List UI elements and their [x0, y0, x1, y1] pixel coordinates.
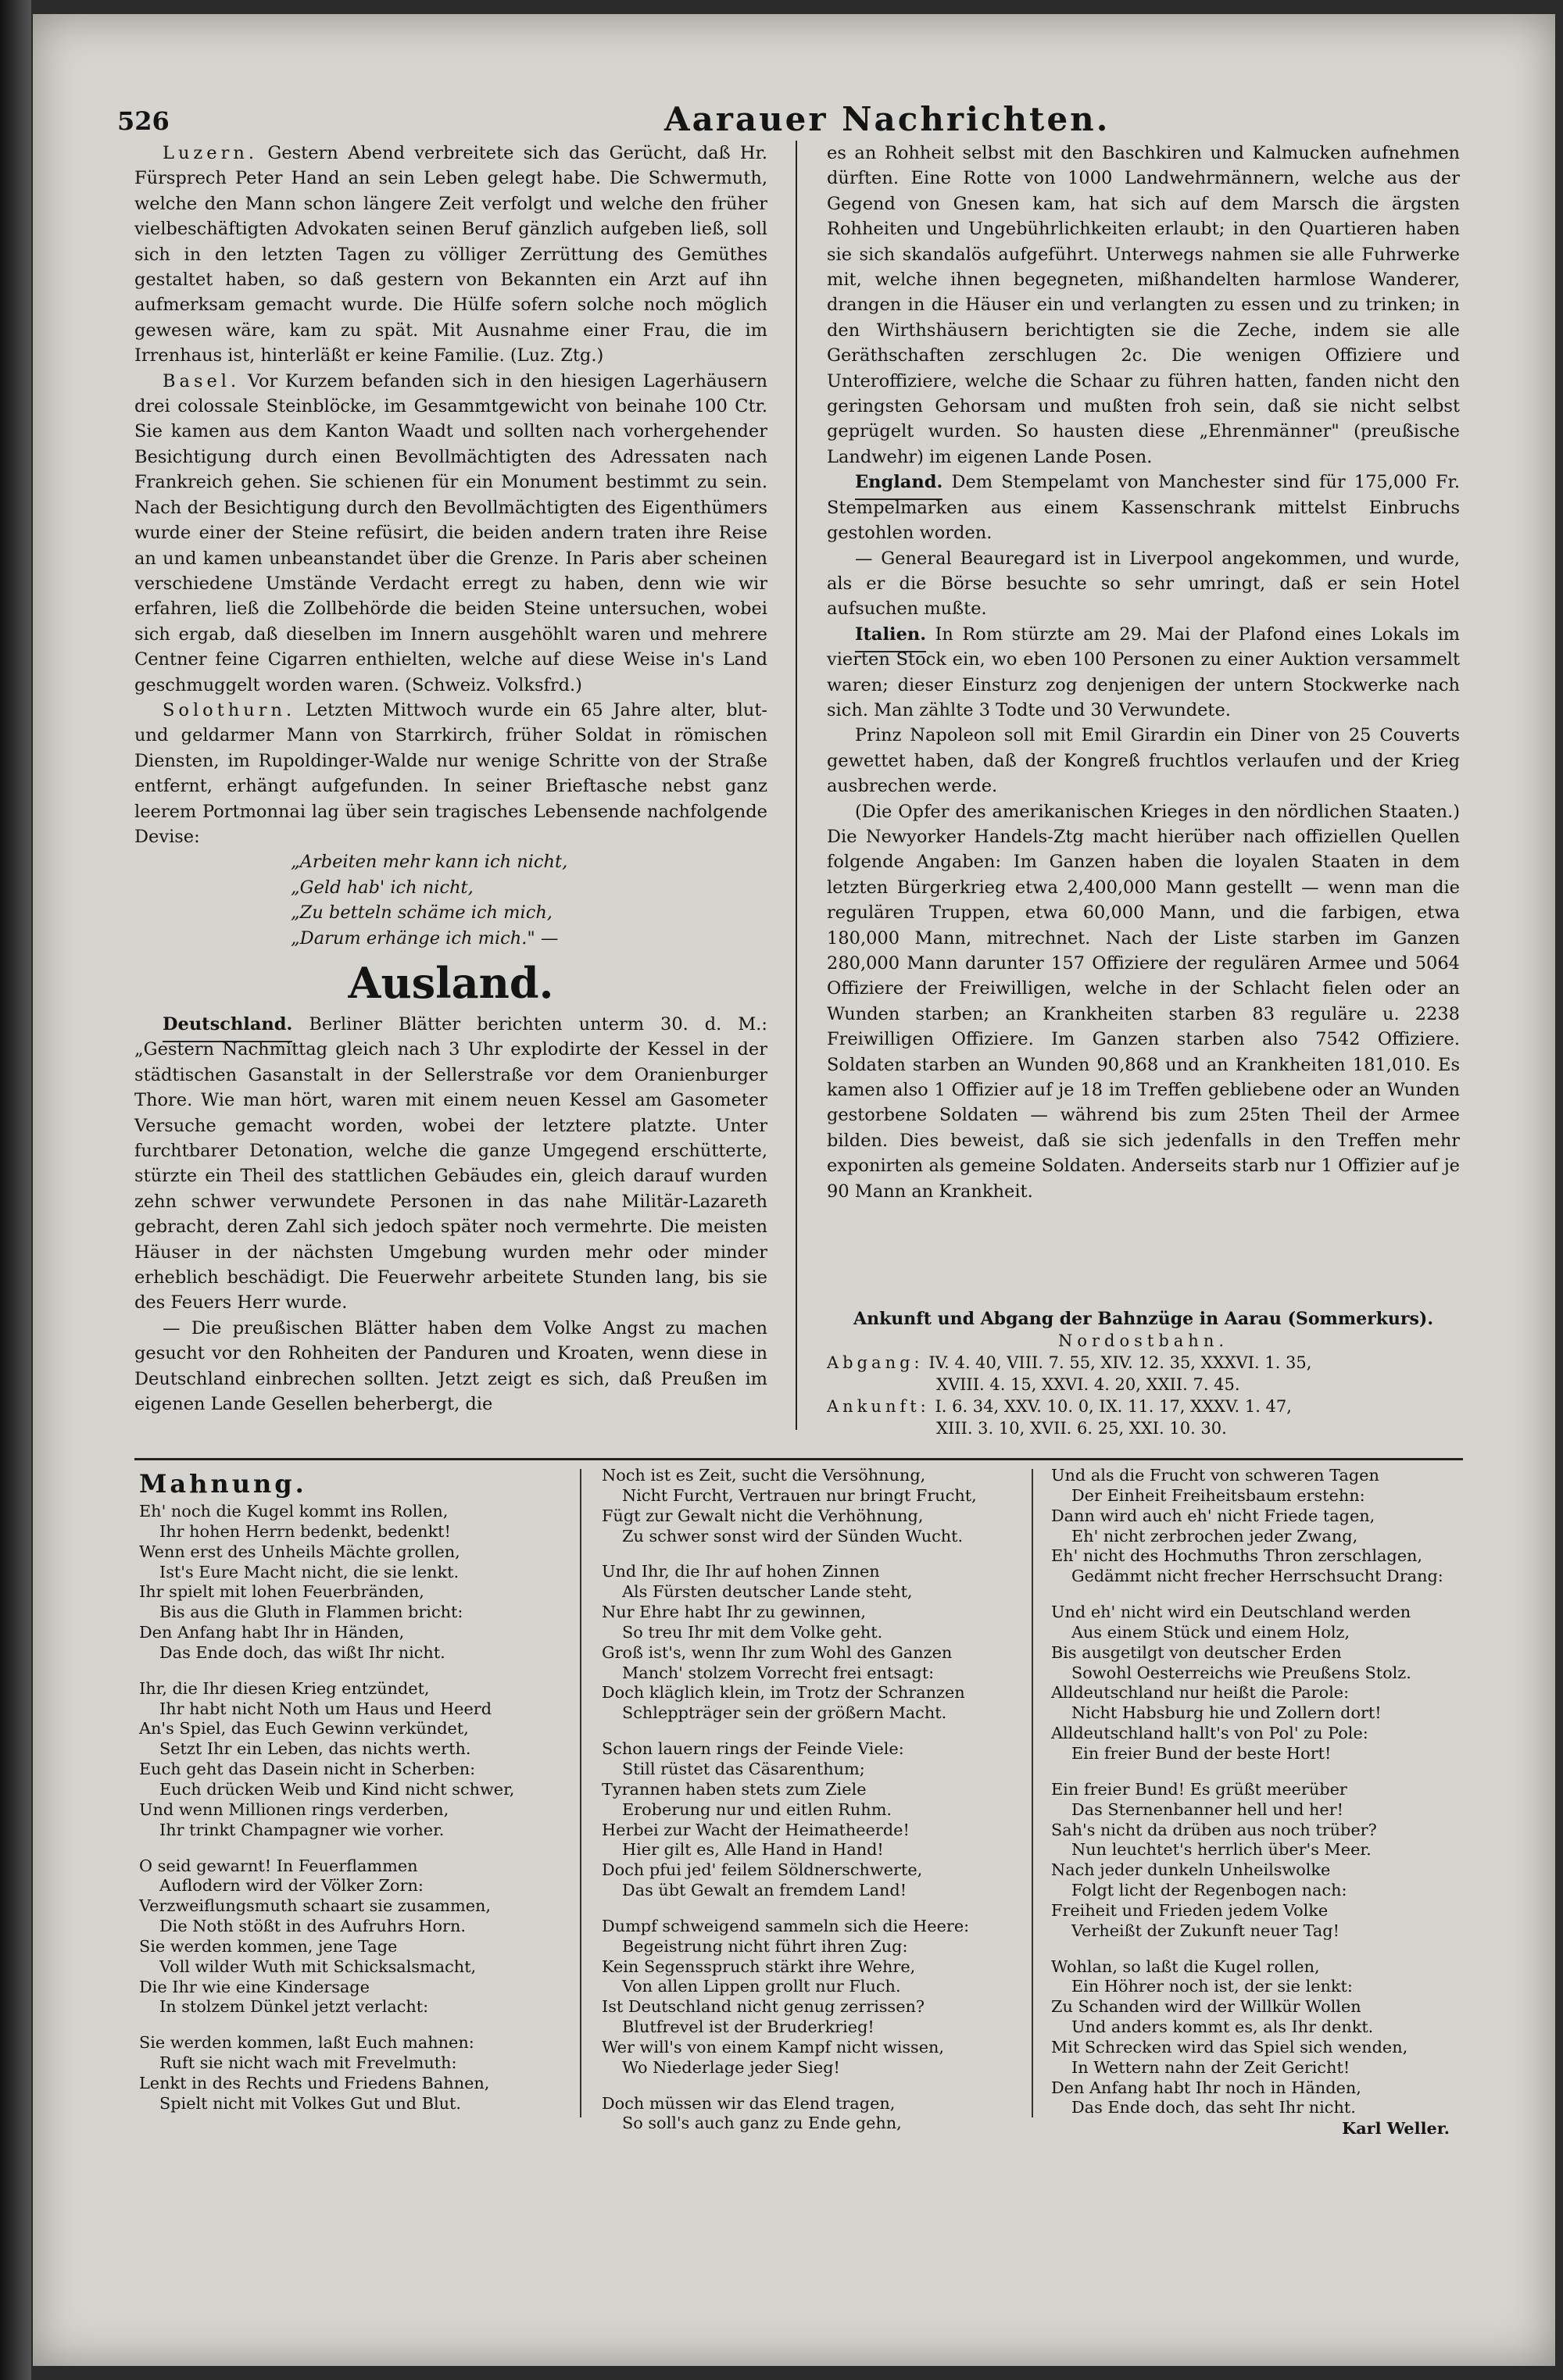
place-basel: Basel. [163, 370, 241, 391]
poem-line: Nur Ehre habt Ihr zu gewinnen, [602, 1603, 866, 1622]
stanza-gap [139, 2017, 561, 2033]
poem-line: Der Einheit Freiheitsbaum erstehn: [1071, 1485, 1365, 1505]
left-column [134, 141, 767, 1417]
rubric-england: England. [855, 472, 942, 500]
poem-line: Dumpf schweigend sammeln sich die Heere: [602, 1916, 970, 1935]
poem-line: Lenkt in des Rechts und Friedens Bahnen, [139, 2073, 490, 2092]
devise-quote [134, 849, 767, 951]
stanza-gap [602, 1901, 1039, 1917]
poem-line: Doch pfui jed' feilem Söldnerschwerte, [602, 1860, 923, 1880]
italien-text: In Rom stürzte am 29. Mai der Plafond eines Lokals im vierten Stock ein, wo eben 100 Personen zu einer Auktion versammelt waren; dieser Einsturz zog denjenigen der untern Stockwerke nach sich. Man zählte 3 Todte und 30 Verwundete. [827, 624, 1460, 720]
column-divider [796, 141, 797, 1430]
poem-line: Doch kläglich klein, im Trotz der Schranzen [602, 1683, 965, 1703]
poem-line: Blutfrevel ist der Bruderkrieg! [622, 2017, 874, 2037]
luzern-source: (Luz. Ztg.) [510, 345, 604, 366]
poem-line: Die Ihr wie eine Kindersage [139, 1977, 370, 1996]
poem-line: Euch geht das Dasein nicht in Scherben: [139, 1760, 476, 1779]
poem-line: Zu schwer sonst wird der Sünden Wucht. [622, 1526, 964, 1546]
poem-line: Gedämmt nicht frecher Herrschsucht Drang: [1071, 1567, 1443, 1586]
poem-line: Und Ihr, die Ihr auf hohen Zinnen [602, 1562, 880, 1581]
masthead: Aarauer Nachrichten. [664, 100, 1111, 138]
poem-line: Das übt Gewalt an fremdem Land! [622, 1881, 907, 1900]
article-italien [827, 622, 1460, 724]
poem-line: Nicht Furcht, Vertrauen nur bringt Frucht, [622, 1485, 977, 1505]
article-solothurn [134, 698, 767, 849]
poem-line: Setzt Ihr ein Leben, das nichts werth. [159, 1739, 471, 1759]
rubric-deutschland: Deutschland. [163, 1014, 292, 1042]
poem-line: Freiheit und Frieden jedem Volke [1051, 1900, 1329, 1920]
england-text: Dem Stempelamt von Manchester sind für 175,000 Fr. Stempelmarken aus einem Kassenschrank mittelst Einbruchs gestohlen worden. [827, 472, 1460, 544]
poem-line: Ein freier Bund! Es grüßt meerüber [1051, 1779, 1347, 1799]
poem-line: Schleppträger sein der größern Macht. [622, 1703, 947, 1723]
train-schedule-subtitle: Nordostbahn. [1057, 1331, 1229, 1350]
poem-column-2 [602, 1466, 1039, 2134]
poem-line: Tyrannen haben stets zum Ziele [602, 1779, 867, 1799]
place-luzern: Luzern. [163, 143, 259, 163]
poem-line: Eroberung nur und eitlen Ruhm. [622, 1799, 892, 1819]
poem-line: Wer will's von einem Kampf nicht wissen, [602, 2037, 945, 2057]
poem-line: Ist's Eure Macht nicht, die sie lenkt. [159, 1562, 460, 1581]
article-opfer: (Die Opfer des amerikanischen Krieges in den nördlichen Staaten.) Die Newyorker Handels-Ztg macht hierüber nach offiziellen Quellen folgende Angaben: Im Ganzen haben die loyalen Staaten in dem letzten Bürgerkrieg etwa 2,400,000 Mann gestellt — wenn man die regulären Truppen, etwa 60,000 Mann, und die farbigen, etwa 180,000 Mann, mitrechnet. Nach der Liste starben im Ganzen 280,000 Mann darunter 157 Offiziere der regulären Armee und 5064 Offiziere der Freiwilligen, welche in der Schlacht fielen oder an Wunden starben; an Krankheiten starben 83 reguläre u. 2238 Freiwilligen Offiziere. Im Ganzen starben also 7542 Offiziere. Soldaten starben an Wunden 90,868 und an Krankheiten 181,010. Es kamen also 1 Offizier auf je 18 im Treffen gebliebene oder an Wunden gestorbene Soldaten — während bis zum 25ten Theil der Armee bilden. Dies beweist, daß sie sich jedenfalls in den Treffen mehr exponirten als gemeine Soldaten. Anderseits starb nur 1 Offizier auf je 90 Mann an Krankheit. [827, 801, 1460, 1202]
poem-line: Doch müssen wir das Elend tragen, [602, 2093, 896, 2113]
place-solothurn: Solothurn. [163, 699, 296, 720]
poem-line: Das Sternenbanner hell und her! [1071, 1799, 1343, 1819]
poem-line: Eh' noch die Kugel kommt ins Rollen, [139, 1502, 449, 1521]
poem-column-1 [139, 1502, 561, 2114]
poem-line: Und anders kommt es, als Ihr denkt. [1071, 2017, 1374, 2037]
article-luzern [134, 141, 767, 369]
poem-line: Groß ist's, wenn Ihr zum Wohl des Ganzen [602, 1642, 953, 1662]
stanza-gap [1051, 1764, 1473, 1780]
train-schedule-title: Ankunft und Abgang der Bahnzüge in Aarau (Sommerkurs). [853, 1309, 1433, 1329]
section-title-ausland: Ausland. [348, 958, 554, 1008]
poem-line: Bis aus die Gluth in Flammen bricht: [159, 1603, 463, 1622]
poem-line: Nach jeder dunkeln Unheilswolke [1051, 1860, 1331, 1880]
deutschland-text: Berliner Blätter berichten unterm 30. d. M.: „Gestern Nachmittag gleich nach 3 Uhr explodirte der Kessel in der städtischen Gasanstalt in der Sellerstraße vor dem Oranienburger Thore. Wie man hört, waren mit einem neuen Kessel am Gasometer Versuche gemacht worden, wobei der letztere platzte. Unter furchtbarer Detonation, welche die ganze Umgegend erschütterte, stürzte ein Theil des stattlichen Gebäudes ein, gleich darauf wurden zehn schwer verwundete Personen in das nahe Militär-Lazareth gebracht, deren Zahl sich jedoch später noch vermehrte. Die meisten Häuser in der nächsten Umgebung wurden mehr oder minder erheblich beschädigt. Die Feuerwehr arbeitete Stunden lang, bis sie des Feuers Herr wurde. [134, 1014, 768, 1313]
stanza-gap [1051, 1587, 1473, 1603]
poem-line: Alldeutschland hallt's von Pol' zu Pole: [1051, 1724, 1368, 1743]
basel-source: (Schweiz. Volksfrd.) [405, 674, 582, 695]
article-deutschland-2: — Die preußischen Blätter haben dem Volke Angst zu machen gesucht vor den Rohheiten der Panduren und Kroaten, wenn diese in Deutschland einbrechen sollten. Jetzt zeigt es sich, daß Preußen im eigenen Lande Gesellen beherbergt, die [134, 1317, 767, 1415]
poem-line: Ihr, die Ihr diesen Krieg entzündet, [139, 1678, 430, 1698]
poem-line: Den Anfang habt Ihr noch in Händen, [1051, 2078, 1361, 2097]
poem-line: Hier gilt es, Alle Hand in Hand! [622, 1840, 884, 1860]
poem-line: Ruft sie nicht wach mit Frevelmuth: [159, 2053, 457, 2073]
poem-line: Voll wilder Wuth mit Schicksalsmacht, [159, 1957, 477, 1976]
right-column [827, 141, 1460, 1204]
page-header [117, 100, 1461, 147]
poem-line: Mit Schrecken wird das Spiel sich wenden, [1051, 2037, 1408, 2057]
poem-line: Ein freier Bund der beste Hort! [1071, 1743, 1332, 1763]
article-basel [134, 369, 767, 698]
poem-line: Ihr trinkt Champagner wie vorher. [159, 1820, 445, 1839]
poem-line: Die Noth stößt in des Aufruhrs Horn. [159, 1917, 466, 1936]
poem-line: Ihr spielt mit lohen Feuerbränden, [139, 1582, 424, 1602]
poem-line: Wo Niederlage jeder Sieg! [622, 2057, 840, 2077]
abgang-row [827, 1352, 1460, 1374]
ankunft-line-2: XIII. 3. 10, XVII. 6. 25, XXI. 10. 30. [936, 1419, 1227, 1438]
poem-line: Den Anfang habt Ihr in Händen, [139, 1623, 405, 1642]
poem-line: Spielt nicht mit Volkes Gut und Blut. [159, 2093, 461, 2113]
poem-line: Und eh' nicht wird ein Deutschland werden [1051, 1603, 1411, 1622]
poem-line: Alldeutschland nur heißt die Parole: [1051, 1683, 1350, 1703]
quote-line: „Arbeiten mehr kann ich nicht, [291, 852, 568, 873]
ankunft-line: I. 6. 34, XXV. 10. 0, IX. 11. 17, XXXV. 1. 47, [935, 1397, 1292, 1416]
train-schedule [827, 1308, 1460, 1439]
feuilleton-divider [134, 1458, 1463, 1460]
poem-line: In Wettern nahn der Zeit Gericht! [1071, 2057, 1350, 2077]
poem-line: Ist Deutschland nicht genug zerrissen? [602, 1997, 925, 2017]
poem-line: Herbei zur Wacht der Heimatheerde! [602, 1820, 910, 1839]
italien-text-2: Prinz Napoleon soll mit Emil Girardin ein Diner von 25 Couverts gewettet haben, daß der Kongreß fruchtlos verlaufen und der Krieg ausbrechen werde. [827, 725, 1460, 797]
poem-line: Das Ende doch, das seht Ihr nicht. [1071, 2098, 1356, 2117]
poem-line: Ihr habt nicht Noth um Haus und Heerd [159, 1699, 492, 1718]
stanza-gap [1051, 1942, 1473, 1957]
poem-line: Verheißt der Zukunft neuer Tag! [1071, 1921, 1339, 1940]
poem-title: Mahnung. [139, 1469, 307, 1499]
poem-line: Eh' nicht zerbrochen jeder Zwang, [1071, 1526, 1358, 1546]
poem-line: Ihr hohen Herrn bedenkt, bedenkt! [159, 1521, 451, 1541]
rubric-italien: Italien. [855, 624, 926, 652]
poem-line: Euch drücken Weib und Kind nicht schwer, [159, 1779, 515, 1799]
poem-line: Manch' stolzem Vorrecht frei entsagt: [622, 1663, 935, 1682]
abgang-line: IV. 4. 40, VIII. 7. 55, XIV. 12. 35, XXXVI. 1. 35, [928, 1353, 1312, 1372]
poem-line: Begeistrung nicht führt ihren Zug: [622, 1936, 908, 1956]
stanza-gap [602, 1546, 1039, 1562]
poem-line: Wenn erst des Unheils Mächte grollen, [139, 1542, 460, 1561]
poem-line: An's Spiel, das Euch Gewinn verkündet, [139, 1719, 469, 1739]
abgang-line-2: XVIII. 4. 15, XXVI. 4. 20, XXII. 7. 45. [936, 1375, 1240, 1394]
poem-line: Wohlan, so laßt die Kugel rollen, [1051, 1957, 1320, 1976]
poem-line: Bis ausgetilgt von deutscher Erden [1051, 1642, 1342, 1662]
poem-line: O seid gewarnt! In Feuerflammen [139, 1856, 418, 1875]
poem-line: Verzweiflungsmuth schaart sie zusammen, [139, 1896, 492, 1916]
poem-column-divider [580, 1469, 581, 2117]
book-binding [0, 0, 31, 2380]
poem-column-3 [1051, 1466, 1473, 2139]
page-number: 526 [117, 106, 170, 136]
stanza-gap [139, 1841, 561, 1856]
ankunft-label: Ankunft: [827, 1397, 930, 1416]
poem-line: Schon lauern rings der Feinde Viele: [602, 1739, 904, 1759]
england-text-2: — General Beauregard ist in Liverpool angekommen, und wurde, als er die Börse besuchte so sehr umringt, daß er sein Hotel aufsuchen mußte. [827, 548, 1460, 620]
poem-line: Noch ist es Zeit, sucht die Versöhnung, [602, 1466, 926, 1485]
poem-line: Sah's nicht da drüben aus noch trüber? [1051, 1820, 1377, 1839]
poem-line: Folgt licht der Regenbogen nach: [1071, 1881, 1347, 1900]
poem-line: Kein Segensspruch stärkt ihre Wehre, [602, 1957, 916, 1976]
ankunft-row [827, 1395, 1460, 1417]
luzern-text: Gestern Abend verbreitete sich das Gerücht, daß Hr. Fürsprech Peter Hand an sein Leben gelegt habe. Die Schwermuth, welche den Mann schon längere Zeit verfolgt und welche den früher vielbeschäftigten Advokaten seinen Beruf gänzlich aufgeben ließ, soll sich in den letzten Tagen zu völliger Zerrüttung des Gemüthes gestaltet haben, so daß gestern von Bekannten ein Arzt auf ihn aufmerksam gemacht wurde. Die Hülfe sofern solche noch möglich gewesen wäre, kam zu spät. Mit Ausnahme einer Frau, die im Irrenhaus ist, hinterläßt er keine Familie. [134, 143, 767, 366]
abgang-label: Abgang: [827, 1353, 924, 1372]
poem-line: Sie werden kommen, jene Tage [139, 1936, 398, 1956]
poem-line: Und wenn Millionen rings verderben, [139, 1799, 449, 1819]
poem-line: Und als die Frucht von schweren Tagen [1051, 1466, 1379, 1485]
poem-line: Zu Schanden wird der Willkür Wollen [1051, 1997, 1361, 2017]
continued-text: es an Rohheit selbst mit den Baschkiren und Kalmucken aufnehmen dürften. Eine Rotte von 1000 Landwehrmännern, welche aus der Gegend von Gnesen kam, hat sich auf dem Marsch die ärgsten Rohheiten und Ungebührlichkeiten erlaubt; in den Quartieren haben sie sich skandalös aufgeführt. Unterwegs nahmen sie alle Fuhrwerke mit, welche ihnen begegneten, mißhandelten harmlose Wanderer, drangen in die Häuser ein und verlangten zu essen und zu trinken; in den Wirthshäusern berichtigten sie die Zeche, indem sie alle Geräthschaften zerschlugen 2c. Die wenigen Offiziere und Unteroffiziere, welche die Schaar zu führen hatten, fanden nicht den geringsten Gehorsam und mußten froh sein, daß sie nicht selbst geprügelt wurden. So hausten diese „Ehrenmänner" (preußische Landwehr) im eigenen Lande Posen. [827, 143, 1460, 467]
poem-line: Ein Höhrer noch ist, der sie lenkt: [1071, 1977, 1353, 1996]
poem-line: Nicht Habsburg hie und Zollern dort! [1071, 1703, 1382, 1723]
poem-line: Sowohl Oesterreichs wie Preußens Stolz. [1071, 1663, 1411, 1682]
article-england [827, 470, 1460, 545]
basel-text: Vor Kurzem befanden sich in den hiesigen Lagerhäusern drei colossale Steinblöcke, im Gesammtgewicht von beinahe 100 Ctr. Sie kamen aus dem Kanton Waadt und sollten nach vorhergehender Besichtigung durch einen Bevollmächtigten des Adressaten nach Frankreich gehen. Sie schienen für ein Monument bestimmt zu sein. Nach der Besichtigung durch den Bevollmächtigten des Eigenthümers wurde einer der Steine refüsirt, die beiden andern traten ihre Reise an und kamen unbeanstandet über die Grenze. In Paris aber scheinen verschiedene Umstände Verdacht erregt zu haben, denn wie wir erfahren, ließ die Zollbehörde die beiden Steine untersuchen, wobei sich ergab, daß dieselben im Innern ausgehöhlt waren und mehrere Centner feine Cigarren enthielten, welche auf diese Weise in's Land geschmuggelt worden waren. [134, 370, 767, 695]
poem-line: Aus einem Stück und einem Holz, [1071, 1622, 1350, 1642]
stanza-gap [602, 1724, 1039, 1739]
poem-line: Das Ende doch, das wißt Ihr nicht. [159, 1642, 445, 1662]
quote-line: „Geld hab' ich nicht, [291, 877, 474, 898]
poem-column-divider [1032, 1469, 1033, 2117]
poem-line: Nun leuchtet's herrlich über's Meer. [1071, 1840, 1372, 1860]
poem-line: Auflodern wird der Völker Zorn: [159, 1876, 424, 1896]
poem-line: Sie werden kommen, laßt Euch mahnen: [139, 2033, 474, 2053]
article-deutschland [134, 1012, 767, 1316]
poem-line: Dann wird auch eh' nicht Friede tagen, [1051, 1506, 1375, 1525]
stanza-gap [139, 1663, 561, 1679]
poem-line: Von allen Lippen grollt nur Fluch. [622, 1977, 901, 1996]
poem-signature: Karl Weller. [1342, 2118, 1450, 2139]
poem-line: Fügt zur Gewalt nicht die Verhöhnung, [602, 1506, 924, 1525]
poem-line: Still rüstet das Cäsarenthum; [622, 1759, 865, 1778]
poem-line: Eh' nicht des Hochmuths Thron zerschlagen, [1051, 1546, 1423, 1566]
solothurn-text: Letzten Mittwoch wurde ein 65 Jahre alter, blut- und geldarmer Mann von Starrkirch, früher Soldat in römischen Diensten, im Rupoldinger-Walde nur wenige Schritte von der Straße entfernt, erhängt aufgefunden. In seiner Brieftasche nebst ganz leerem Portmonnai lag über sein tragisches Lebensende nachfolgende Devise: [134, 699, 767, 847]
stanza-gap [602, 2078, 1039, 2094]
quote-line: „Zu betteln schäme ich mich, [291, 902, 553, 924]
quote-line: „Darum erhänge ich mich." — [291, 927, 559, 949]
poem-line: Als Fürsten deutscher Lande steht, [622, 1582, 913, 1602]
poem-line: So treu Ihr mit dem Volke geht. [622, 1622, 883, 1642]
poem-line: In stolzem Dünkel jetzt verlacht: [159, 1997, 429, 2017]
poem-line: So soll's auch ganz zu Ende gehn, [622, 2114, 902, 2133]
